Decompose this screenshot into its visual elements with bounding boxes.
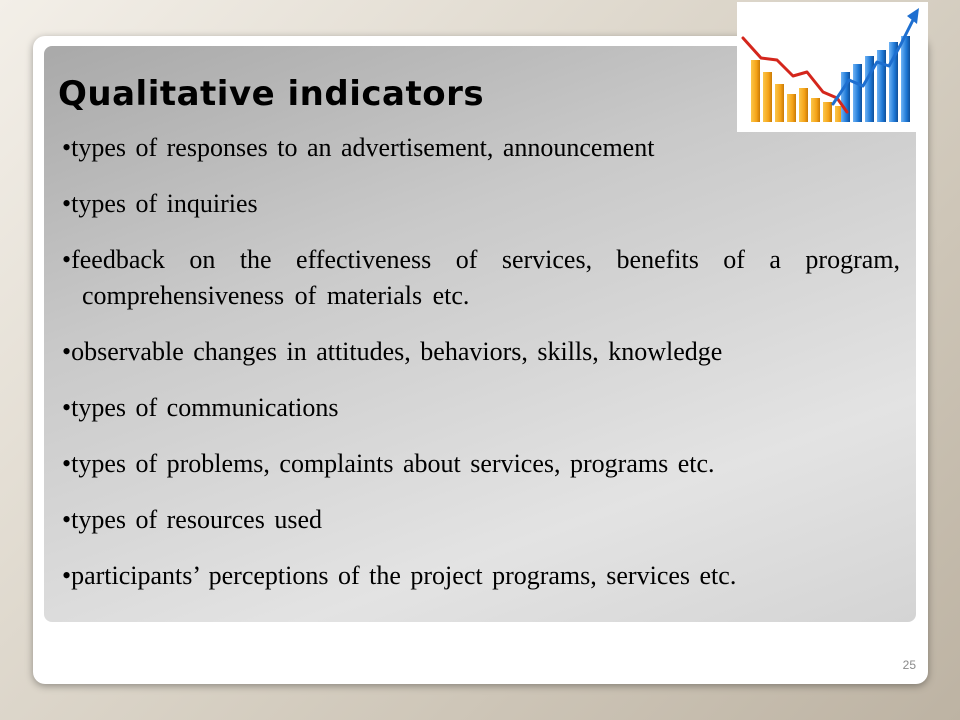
bullet-item: • types of inquiries: [54, 186, 900, 222]
bullet-item: • participants’ perceptions of the project programs, services etc.: [54, 558, 900, 594]
rising-bar-chart-icon: [737, 2, 928, 132]
slide-title: Qualitative indicators: [58, 74, 485, 114]
bullet-item: • types of resources used: [54, 502, 900, 538]
bullet-item: • types of communications: [54, 390, 900, 426]
bullet-list: [54, 130, 900, 614]
page-number: 25: [902, 658, 916, 672]
bullet-item: • observable changes in attitudes, behaviors, skills, knowledge: [54, 334, 900, 370]
bullet-item: • types of responses to an advertisement, announcement: [54, 130, 900, 166]
bullet-item: • feedback on the effectiveness of services, benefits of a program, comprehensiveness of materials etc.: [54, 242, 900, 314]
bullet-item: • types of problems, complaints about services, programs etc.: [54, 446, 900, 482]
orange-bars: [751, 60, 844, 122]
